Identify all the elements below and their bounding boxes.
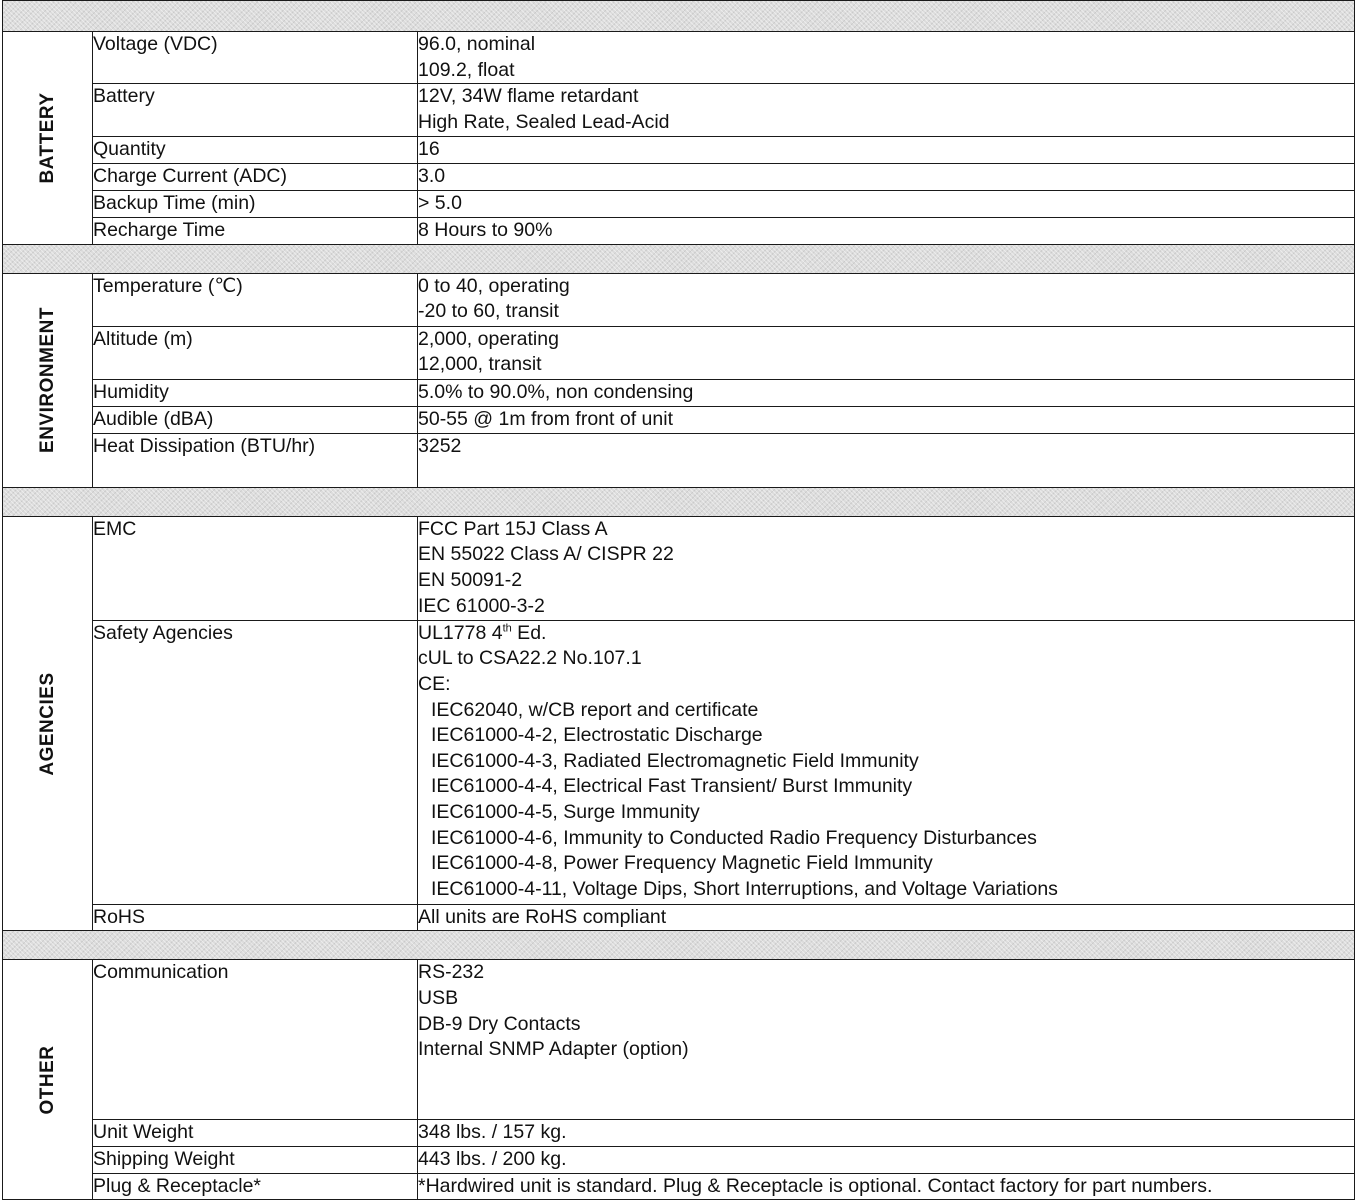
table-row — [3, 904, 1355, 931]
spec-label: Heat Dissipation (BTU/hr) — [93, 433, 418, 487]
spec-label: Shipping Weight — [93, 1146, 418, 1173]
table-row — [3, 84, 1355, 137]
table-row — [3, 433, 1355, 487]
section-header-agencies: AGENCIES — [3, 516, 93, 931]
spec-value: 96.0, nominal 109.2, float — [418, 32, 1355, 84]
spec-value: 5.0% to 90.0%, non condensing — [418, 379, 1355, 406]
table-row — [3, 164, 1355, 191]
spec-label: Voltage (VDC) — [93, 32, 418, 84]
spec-label: Quantity — [93, 137, 418, 164]
section-header-environment: ENVIRONMENT — [3, 273, 93, 487]
spec-value: All units are RoHS compliant — [418, 904, 1355, 931]
section-separator — [3, 244, 1355, 273]
table-row — [3, 1120, 1355, 1147]
spec-value: 50-55 @ 1m from front of unit — [418, 406, 1355, 433]
spec-label: Backup Time (min) — [93, 191, 418, 218]
spec-value: RS-232 USB DB-9 Dry Contacts Internal SNMP Adapter (option) — [418, 960, 1355, 1120]
section-header-battery: BATTERY — [3, 32, 93, 245]
section-separator — [3, 487, 1355, 516]
spec-table — [2, 0, 1355, 1200]
spec-value: *Hardwired unit is standard. Plug & Receptacle is optional. Contact factory for part numbers. — [418, 1173, 1355, 1200]
spec-label: Unit Weight — [93, 1120, 418, 1147]
spec-value: 3252 — [418, 433, 1355, 487]
spec-label: Altitude (m) — [93, 326, 418, 379]
table-row — [3, 32, 1355, 84]
spec-label: EMC — [93, 516, 418, 620]
spec-value: 443 lbs. / 200 kg. — [418, 1146, 1355, 1173]
spec-value: 3.0 — [418, 164, 1355, 191]
spec-value: 0 to 40, operating -20 to 60, transit — [418, 273, 1355, 326]
table-row — [3, 406, 1355, 433]
spec-label: Temperature (℃) — [93, 273, 418, 326]
spec-label: Plug & Receptacle* — [93, 1173, 418, 1200]
spec-label: Communication — [93, 960, 418, 1120]
table-row — [3, 1146, 1355, 1173]
spec-value: > 5.0 — [418, 191, 1355, 218]
table-row — [3, 191, 1355, 218]
spec-value: FCC Part 15J Class A EN 55022 Class A/ CISPR 22 EN 50091-2 IEC 61000-3-2 — [418, 516, 1355, 620]
spec-label: Battery — [93, 84, 418, 137]
table-row — [3, 1173, 1355, 1200]
section-header-other: OTHER — [3, 960, 93, 1200]
spec-value: 16 — [418, 137, 1355, 164]
table-row — [3, 516, 1355, 620]
spec-value: 12V, 34W flame retardant High Rate, Sealed Lead-Acid — [418, 84, 1355, 137]
spec-label: Charge Current (ADC) — [93, 164, 418, 191]
table-row — [3, 273, 1355, 326]
table-row — [3, 960, 1355, 1120]
table-row — [3, 326, 1355, 379]
table-row — [3, 137, 1355, 164]
spec-label: Humidity — [93, 379, 418, 406]
spec-label: RoHS — [93, 904, 418, 931]
spec-value: UL1778 4th Ed. cUL to CSA22.2 No.107.1 CE: IEC62040, w/CB report and certificate IEC61000-4-2, Electrostatic Discharge IEC61000-4-3, Radiated Electromagnetic Field Immunity IEC61000-4-4, Electrical Fast Transient/ Burst Immunity IEC61000-4-5, Surge Immunity IEC61000-4-6, Immunity to Conducted Radio Frequency Disturbances IEC61000-4-8, Power Frequency Magnetic Field Immunity IEC61000-4-11, Voltage Dips, Short Interruptions, and Voltage Variations — [418, 620, 1355, 904]
spec-value: 2,000, operating 12,000, transit — [418, 326, 1355, 379]
table-row — [3, 218, 1355, 245]
spec-label: Recharge Time — [93, 218, 418, 245]
section-separator — [3, 1, 1355, 32]
spec-label: Audible (dBA) — [93, 406, 418, 433]
spec-value: 348 lbs. / 157 kg. — [418, 1120, 1355, 1147]
section-separator — [3, 931, 1355, 960]
table-row — [3, 379, 1355, 406]
spec-label: Safety Agencies — [93, 620, 418, 904]
spec-value: 8 Hours to 90% — [418, 218, 1355, 245]
table-row — [3, 620, 1355, 904]
